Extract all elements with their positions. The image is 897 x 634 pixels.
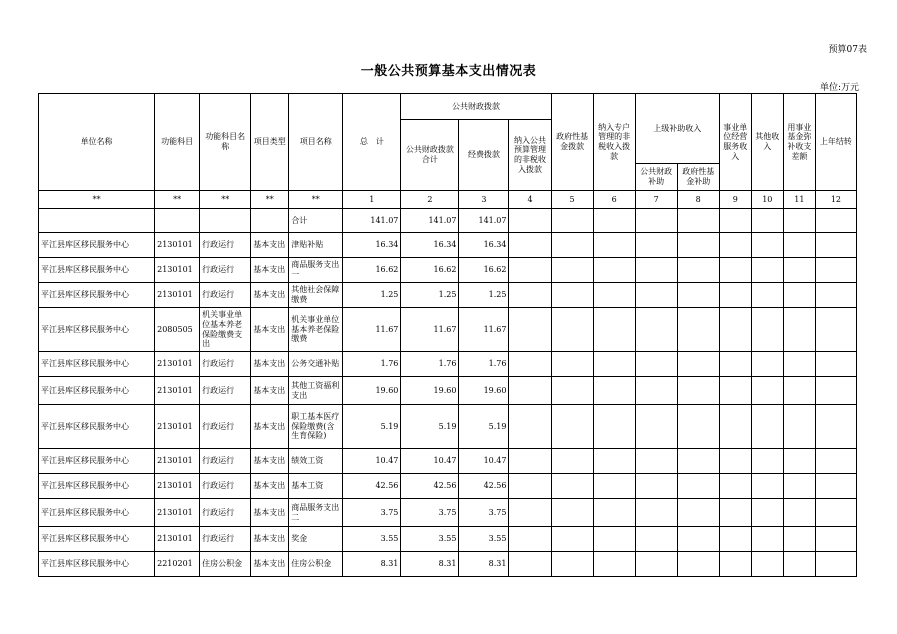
empty-cell (509, 258, 551, 283)
total-cell: 19.60 (343, 377, 401, 405)
func-name-cell: 行政运行 (200, 283, 251, 308)
index-cell: ** (200, 191, 251, 209)
header-unit-name: 单位名称 (39, 94, 155, 191)
empty-cell (783, 499, 815, 527)
empty-cell (783, 283, 815, 308)
empty-cell (635, 499, 677, 527)
empty-cell (751, 352, 783, 377)
empty-cell (719, 499, 751, 527)
empty-cell (593, 258, 635, 283)
item-type-cell: 基本支出 (251, 499, 289, 527)
table-row (39, 474, 857, 499)
funding-cell: 10.47 (459, 449, 509, 474)
table-row (39, 527, 857, 552)
empty-cell (593, 352, 635, 377)
form-number: 预算07表 (828, 45, 867, 55)
empty-cell (783, 377, 815, 405)
item-name-cell: 基本工资 (289, 474, 343, 499)
empty-cell (815, 233, 856, 258)
empty-cell (719, 474, 751, 499)
subtotal-cell: 19.60 (401, 377, 459, 405)
total-cell: 10.47 (343, 449, 401, 474)
empty-cell (635, 405, 677, 449)
empty-cell (593, 527, 635, 552)
empty-cell (509, 405, 551, 449)
item-type-cell: 基本支出 (251, 405, 289, 449)
table-row (39, 377, 857, 405)
empty-cell (719, 552, 751, 577)
empty-cell (751, 283, 783, 308)
empty-cell (635, 474, 677, 499)
index-cell: ** (155, 191, 200, 209)
empty-cell (783, 527, 815, 552)
budget-table (38, 93, 857, 577)
funding-cell: 1.25 (459, 283, 509, 308)
empty-cell (509, 449, 551, 474)
func-code-cell: 2130101 (155, 283, 200, 308)
index-cell: 6 (593, 191, 635, 209)
item-type-cell: 基本支出 (251, 527, 289, 552)
func-name-cell: 行政运行 (200, 405, 251, 449)
func-code-cell: 2130101 (155, 258, 200, 283)
empty-cell (751, 258, 783, 283)
index-cell: 3 (459, 191, 509, 209)
empty-cell (593, 474, 635, 499)
total-funding: 141.07 (459, 209, 509, 233)
total-cell: 8.31 (343, 552, 401, 577)
empty-cell (783, 258, 815, 283)
unit-name-cell: 平江县库区移民服务中心 (39, 308, 155, 352)
func-code-cell: 2130101 (155, 527, 200, 552)
empty-cell (551, 474, 593, 499)
unit-label: 单位:万元 (819, 83, 859, 93)
empty-cell (677, 499, 719, 527)
empty-cell (815, 258, 856, 283)
empty-cell (593, 377, 635, 405)
table-row (39, 552, 857, 577)
empty-cell (719, 377, 751, 405)
empty-cell (551, 377, 593, 405)
item-name-cell: 商品服务支出二 (289, 499, 343, 527)
empty-cell (551, 552, 593, 577)
header-superior-subsidy: 上级补助收入 (635, 94, 719, 164)
empty-cell (751, 233, 783, 258)
empty-cell (593, 283, 635, 308)
unit-name-cell: 平江县库区移民服务中心 (39, 527, 155, 552)
index-cell: ** (289, 191, 343, 209)
empty-cell (783, 405, 815, 449)
header-public-finance: 公共财政拨款 (401, 94, 551, 120)
total-cell: 3.55 (343, 527, 401, 552)
func-name-cell: 行政运行 (200, 474, 251, 499)
func-code-cell: 2080505 (155, 308, 200, 352)
empty-cell (677, 308, 719, 352)
empty-cell (509, 499, 551, 527)
empty-cell (593, 449, 635, 474)
empty-cell (751, 308, 783, 352)
empty-cell (815, 377, 856, 405)
empty-cell (677, 283, 719, 308)
header-other-income: 其他收入 (751, 94, 783, 191)
empty-cell (815, 405, 856, 449)
item-type-cell: 基本支出 (251, 377, 289, 405)
index-cell: 10 (751, 191, 783, 209)
total-row (39, 209, 857, 233)
empty-cell (815, 308, 856, 352)
empty-cell (783, 352, 815, 377)
table-row (39, 352, 857, 377)
funding-cell: 1.76 (459, 352, 509, 377)
empty-cell (551, 233, 593, 258)
func-code-cell: 2130101 (155, 449, 200, 474)
empty-cell (593, 405, 635, 449)
empty-cell (509, 233, 551, 258)
total-cell: 16.34 (343, 233, 401, 258)
index-cell: 1 (343, 191, 401, 209)
empty-cell (551, 449, 593, 474)
func-name-cell: 机关事业单位基本养老保险缴费支出 (200, 308, 251, 352)
func-name-cell: 行政运行 (200, 233, 251, 258)
funding-cell: 5.19 (459, 405, 509, 449)
empty-cell (677, 405, 719, 449)
empty-cell (509, 377, 551, 405)
empty-cell (751, 527, 783, 552)
subtotal-cell: 3.55 (401, 527, 459, 552)
subtotal-cell: 16.62 (401, 258, 459, 283)
empty-cell (635, 233, 677, 258)
header-gov-fund-subsidy: 政府性基金补助 (677, 164, 719, 191)
unit-name-cell: 平江县库区移民服务中心 (39, 283, 155, 308)
item-name-cell: 职工基本医疗保险缴费(含生育保险) (289, 405, 343, 449)
empty-cell (635, 552, 677, 577)
empty-cell (635, 352, 677, 377)
empty-cell (635, 308, 677, 352)
table-row (39, 499, 857, 527)
empty-cell (551, 283, 593, 308)
table-row (39, 449, 857, 474)
empty-cell (551, 499, 593, 527)
header-func-code: 功能科目 (155, 94, 200, 191)
empty-cell (509, 283, 551, 308)
total-cell: 16.62 (343, 258, 401, 283)
empty-cell (751, 499, 783, 527)
func-name-cell: 行政运行 (200, 258, 251, 283)
empty-cell (677, 474, 719, 499)
unit-name-cell: 平江县库区移民服务中心 (39, 377, 155, 405)
header-non-tax-special: 纳入专户管理的非税收入拨款 (593, 94, 635, 191)
empty-cell (677, 352, 719, 377)
total-cell: 42.56 (343, 474, 401, 499)
total-cell: 5.19 (343, 405, 401, 449)
index-cell: 2 (401, 191, 459, 209)
item-name-cell: 其他社会保障缴费 (289, 283, 343, 308)
empty-cell (783, 474, 815, 499)
header-last-year: 上年结转 (815, 94, 856, 191)
empty-cell (815, 552, 856, 577)
table-row (39, 405, 857, 449)
subtotal-cell: 10.47 (401, 449, 459, 474)
empty-cell (751, 474, 783, 499)
index-cell: ** (251, 191, 289, 209)
empty-cell (719, 308, 751, 352)
item-type-cell: 基本支出 (251, 233, 289, 258)
total-amount: 141.07 (343, 209, 401, 233)
empty-cell (677, 449, 719, 474)
empty-cell (509, 527, 551, 552)
funding-cell: 11.67 (459, 308, 509, 352)
func-code-cell: 2130101 (155, 499, 200, 527)
empty-cell (815, 352, 856, 377)
subtotal-cell: 11.67 (401, 308, 459, 352)
item-name-cell: 绩效工资 (289, 449, 343, 474)
empty-cell (677, 258, 719, 283)
empty-cell (719, 449, 751, 474)
subtotal-cell: 1.76 (401, 352, 459, 377)
subtotal-cell: 3.75 (401, 499, 459, 527)
empty-cell (815, 499, 856, 527)
empty-cell (551, 258, 593, 283)
func-name-cell: 行政运行 (200, 499, 251, 527)
funding-cell: 3.75 (459, 499, 509, 527)
empty-cell (751, 449, 783, 474)
header-item-name: 项目名称 (289, 94, 343, 191)
header-business-income: 事业单位经营服务收入 (719, 94, 751, 191)
funding-cell: 8.31 (459, 552, 509, 577)
empty-cell (509, 474, 551, 499)
funding-cell: 16.34 (459, 233, 509, 258)
index-cell: 4 (509, 191, 551, 209)
header-total: 总 计 (343, 94, 401, 191)
empty-cell (783, 449, 815, 474)
empty-cell (719, 258, 751, 283)
item-name-cell: 津贴补贴 (289, 233, 343, 258)
item-type-cell: 基本支出 (251, 449, 289, 474)
index-cell: 12 (815, 191, 856, 209)
func-code-cell: 2130101 (155, 405, 200, 449)
empty-cell (593, 233, 635, 258)
subtotal-cell: 1.25 (401, 283, 459, 308)
empty-cell (509, 308, 551, 352)
index-cell: 5 (551, 191, 593, 209)
total-cell: 1.25 (343, 283, 401, 308)
item-name-cell: 商品服务支出一 (289, 258, 343, 283)
empty-cell (751, 552, 783, 577)
empty-cell (677, 377, 719, 405)
item-name-cell: 其他工资福利支出 (289, 377, 343, 405)
func-code-cell: 2130101 (155, 352, 200, 377)
funding-cell: 16.62 (459, 258, 509, 283)
empty-cell (593, 552, 635, 577)
total-label: 合计 (289, 209, 343, 233)
empty-cell (751, 405, 783, 449)
total-cell: 1.76 (343, 352, 401, 377)
empty-cell (551, 308, 593, 352)
empty-cell (719, 283, 751, 308)
unit-name-cell: 平江县库区移民服务中心 (39, 352, 155, 377)
empty-cell (719, 352, 751, 377)
item-type-cell: 基本支出 (251, 552, 289, 577)
funding-cell: 3.55 (459, 527, 509, 552)
page-title: 一般公共预算基本支出情况表 (360, 64, 537, 79)
unit-name-cell: 平江县库区移民服务中心 (39, 474, 155, 499)
unit-name-cell: 平江县库区移民服务中心 (39, 449, 155, 474)
header-gov-fund: 政府性基金拨款 (551, 94, 593, 191)
empty-cell (783, 233, 815, 258)
empty-cell (593, 308, 635, 352)
header-funding: 经费拨款 (459, 120, 509, 191)
empty-cell (551, 352, 593, 377)
unit-name-cell: 平江县库区移民服务中心 (39, 499, 155, 527)
index-cell: ** (39, 191, 155, 209)
unit-name-cell: 平江县库区移民服务中心 (39, 258, 155, 283)
item-type-cell: 基本支出 (251, 352, 289, 377)
empty-cell (635, 377, 677, 405)
empty-cell (815, 283, 856, 308)
item-name-cell: 公务交通补贴 (289, 352, 343, 377)
index-cell: 11 (783, 191, 815, 209)
func-name-cell: 行政运行 (200, 449, 251, 474)
total-cell: 11.67 (343, 308, 401, 352)
index-cell: 9 (719, 191, 751, 209)
header-non-tax-public: 纳入公共预算管理的非税收入拨款 (509, 120, 551, 191)
unit-name-cell: 平江县库区移民服务中心 (39, 552, 155, 577)
empty-cell (509, 552, 551, 577)
index-cell: 7 (635, 191, 677, 209)
table-row (39, 283, 857, 308)
header-func-name: 功能科目名称 (200, 94, 251, 191)
empty-cell (783, 552, 815, 577)
total-cell: 3.75 (343, 499, 401, 527)
table-row (39, 258, 857, 283)
empty-cell (635, 283, 677, 308)
func-name-cell: 行政运行 (200, 377, 251, 405)
item-name-cell: 住房公积金 (289, 552, 343, 577)
unit-name-cell: 平江县库区移民服务中心 (39, 405, 155, 449)
empty-cell (509, 352, 551, 377)
empty-cell (677, 552, 719, 577)
empty-cell (635, 258, 677, 283)
empty-cell (815, 449, 856, 474)
empty-cell (635, 449, 677, 474)
empty-cell (719, 527, 751, 552)
total-subtotal: 141.07 (401, 209, 459, 233)
unit-name-cell: 平江县库区移民服务中心 (39, 233, 155, 258)
empty-cell (783, 308, 815, 352)
empty-cell (635, 527, 677, 552)
subtotal-cell: 8.31 (401, 552, 459, 577)
empty-cell (719, 405, 751, 449)
index-row (39, 191, 857, 209)
index-cell: 8 (677, 191, 719, 209)
item-type-cell: 基本支出 (251, 308, 289, 352)
empty-cell (815, 527, 856, 552)
item-type-cell: 基本支出 (251, 474, 289, 499)
header-item-type: 项目类型 (251, 94, 289, 191)
table-row (39, 308, 857, 352)
empty-cell (719, 233, 751, 258)
empty-cell (593, 499, 635, 527)
subtotal-cell: 42.56 (401, 474, 459, 499)
header-public-subsidy: 公共财政补助 (635, 164, 677, 191)
empty-cell (677, 527, 719, 552)
empty-cell (551, 405, 593, 449)
header-balance-fund: 用事业基金弥补收支差额 (783, 94, 815, 191)
subtotal-cell: 5.19 (401, 405, 459, 449)
empty-cell (815, 474, 856, 499)
funding-cell: 42.56 (459, 474, 509, 499)
func-name-cell: 行政运行 (200, 352, 251, 377)
item-name-cell: 奖金 (289, 527, 343, 552)
item-name-cell: 机关事业单位基本养老保险缴费 (289, 308, 343, 352)
header-pf-subtotal: 公共财政拨款合计 (401, 120, 459, 191)
subtotal-cell: 16.34 (401, 233, 459, 258)
empty-cell (677, 233, 719, 258)
func-code-cell: 2130101 (155, 377, 200, 405)
empty-cell (551, 527, 593, 552)
func-name-cell: 住房公积金 (200, 552, 251, 577)
table-row (39, 233, 857, 258)
item-type-cell: 基本支出 (251, 283, 289, 308)
item-type-cell: 基本支出 (251, 258, 289, 283)
func-code-cell: 2130101 (155, 233, 200, 258)
func-name-cell: 行政运行 (200, 527, 251, 552)
func-code-cell: 2210201 (155, 552, 200, 577)
func-code-cell: 2130101 (155, 474, 200, 499)
empty-cell (751, 377, 783, 405)
funding-cell: 19.60 (459, 377, 509, 405)
